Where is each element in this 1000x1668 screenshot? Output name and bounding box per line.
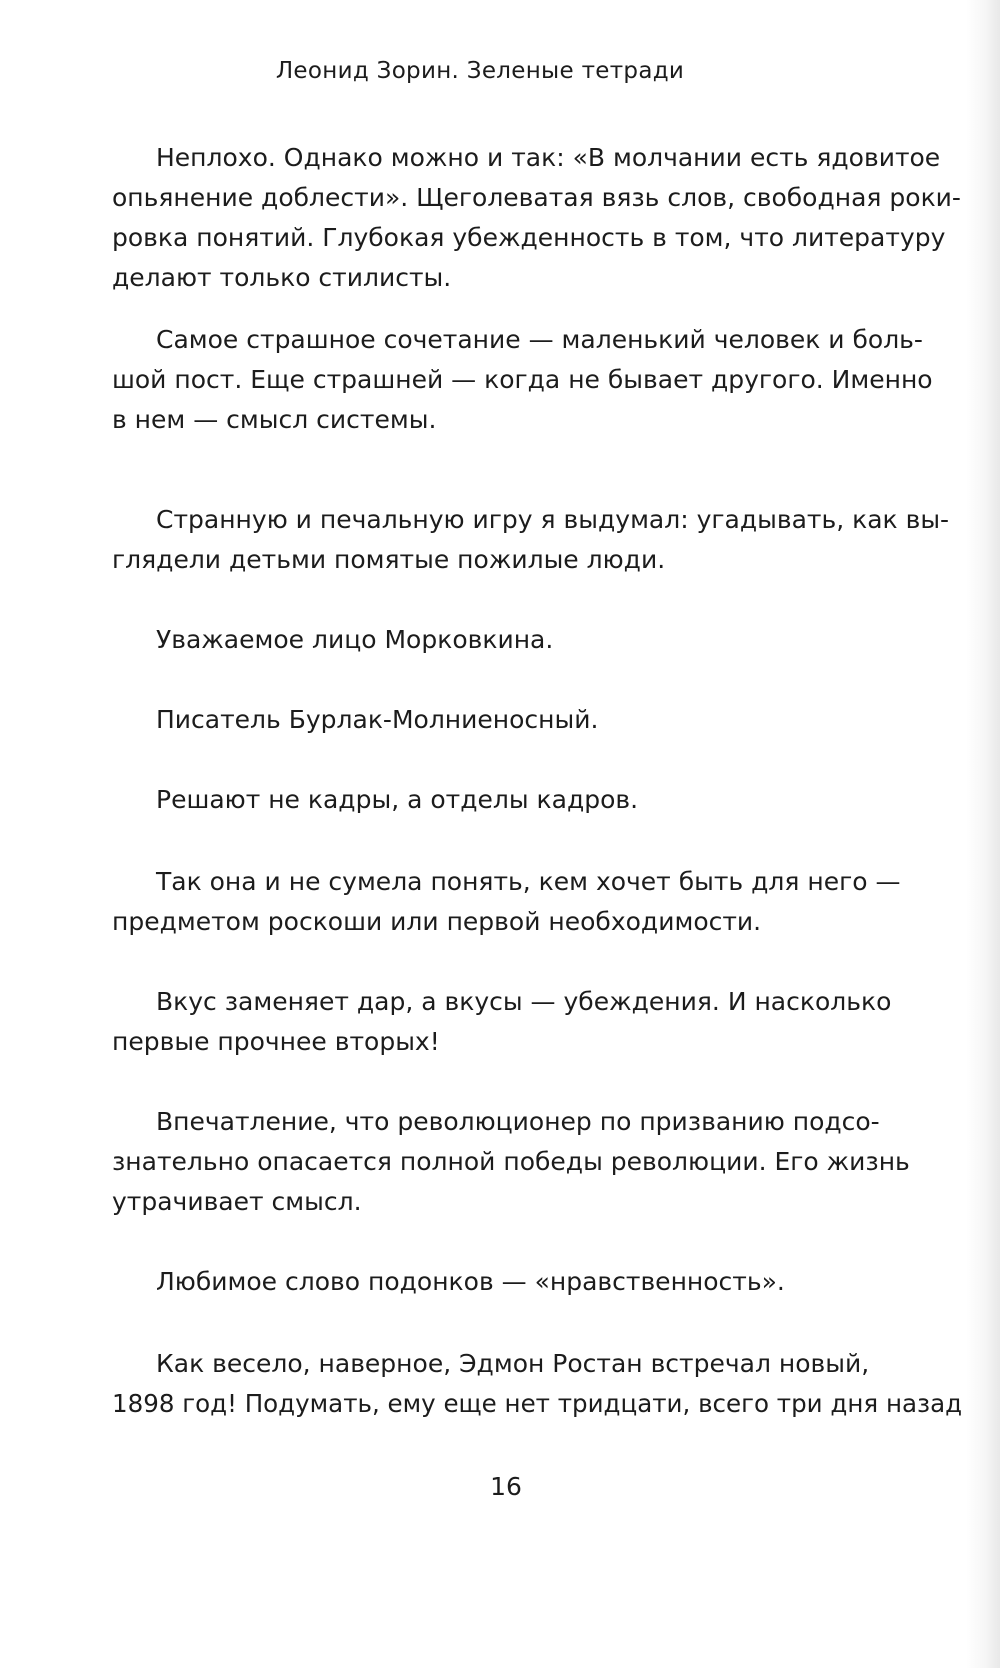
page-number: 16 [490,1472,522,1501]
text-line: делают только стилисты. [112,263,452,292]
text-line: Впечатление, что революционер по призванию подсо- [156,1107,880,1136]
paragraph [112,700,1000,740]
text-line: опьянение доблести». Щеголеватая вязь слов, свободная роки- [112,183,961,212]
paragraph [112,1262,1000,1302]
text-line: 1898 год! Подумать, ему еще нет тридцати, всего три дня назад [112,1389,963,1418]
text-line: Решают не кадры, а отделы кадров. [156,785,639,814]
paragraph [112,862,1000,942]
text-line: ровка понятий. Глубокая убежденность в том, что литературу [112,223,946,252]
text-line: первые прочнее вторых! [112,1027,440,1056]
text-line: Вкус заменяет дар, а вкусы — убеждения. И насколько [156,987,892,1016]
paragraph [112,1344,1000,1424]
text-line: Как весело, наверное, Эдмон Ростан встречал новый, [156,1349,870,1378]
text-line: Писатель Бурлак-Молниеносный. [156,705,599,734]
paragraph [112,780,1000,820]
text-line: предметом роскоши или первой необходимости. [112,907,762,936]
running-head: Леонид Зорин. Зеленые тетради [275,58,685,84]
text-line: утрачивает смысл. [112,1187,362,1216]
paragraph [112,620,1000,660]
text-line: Так она и не сумела понять, кем хочет быть для него — [156,867,901,896]
text-line: знательно опасается полной победы революции. Его жизнь [112,1147,910,1176]
text-line: Странную и печальную игру я выдумал: угадывать, как вы- [156,505,950,534]
paragraph [112,982,1000,1062]
text-line: шой пост. Еще страшней — когда не бывает другого. Именно [112,365,933,394]
paragraph [112,138,1000,298]
text-line: Самое страшное сочетание — маленький человек и боль- [156,325,923,354]
text-line: Неплохо. Однако можно и так: «В молчании есть ядовитое [156,143,941,172]
text-line: в нем — смысл системы. [112,405,437,434]
text-line: Любимое слово подонков — «нравственность». [156,1267,785,1296]
text-line: глядели детьми помятые пожилые люди. [112,545,666,574]
paragraph [112,320,1000,440]
text-line: Уважаемое лицо Морковкина. [156,625,554,654]
paragraph [112,1102,1000,1222]
paragraph [112,500,1000,580]
